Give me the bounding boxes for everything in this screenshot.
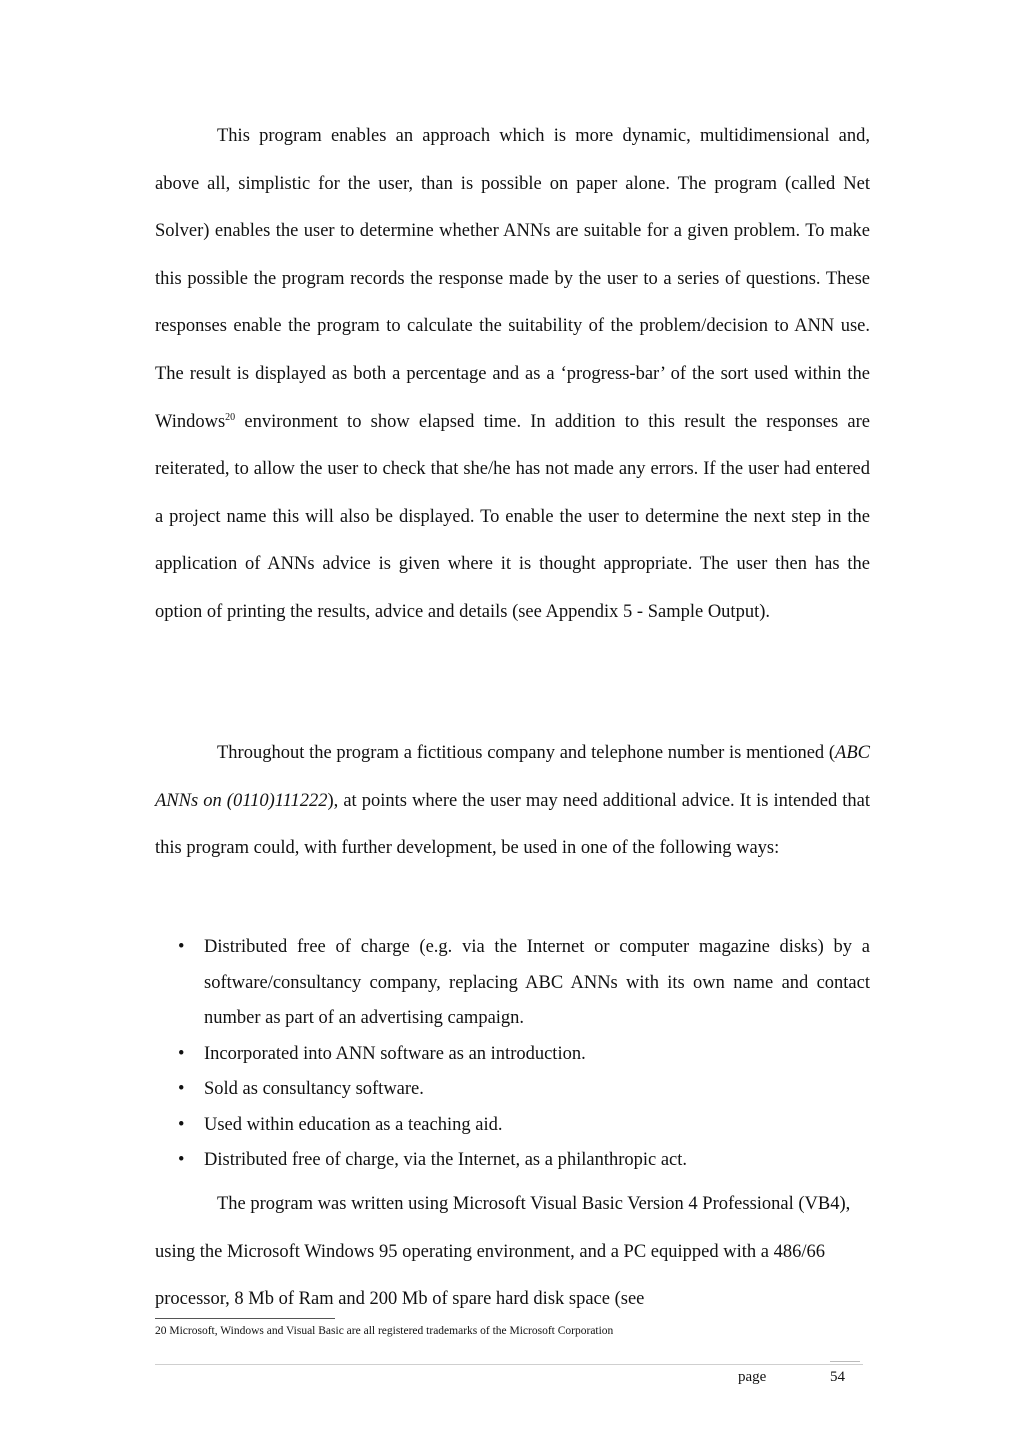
paragraph2-text-a: Throughout the program a fictitious company and telephone number is mentioned ( — [217, 743, 836, 763]
paragraph2-italic-company: ABC ANNs on (0110)111222 — [155, 743, 870, 811]
footer-number-divider — [830, 1361, 860, 1362]
list-item — [155, 1037, 870, 1073]
list-item — [155, 1143, 870, 1179]
paragraph-net-solver-description — [155, 113, 870, 637]
usage-bullet-list — [155, 930, 870, 1179]
bullet-icon: • — [178, 1150, 185, 1170]
list-item-text: Used within education as a teaching aid. — [204, 1114, 503, 1135]
bullet-icon: • — [178, 1043, 185, 1064]
paragraph1-text-b: environment to show elapsed time. In addition to this result the responses are reiterated, to allow the user to check that she/he has not made any errors. If the user had entered a project name this will also be displayed. To enable the user to determine the next step in the application of ANNs advice is given where it is thought appropriate. The user then has the option of printing the results, advice and details (see Appendix 5 - Sample Output). — [155, 411, 870, 622]
paragraph1-text-a: This program enables an approach which is more dynamic, multidimensional and, above all, simplistic for the user, than is possible on paper alone. The program (called Net Solver) enables the user to determine whether ANNs are suitable for a given problem. To make this possible the program records the response made by the user to a series of questions. These responses enable the program to calculate the suitability of the problem/decision to ANN use. The result is displayed as both a percentage and as a ‘progress-bar’ of the sort used within the Windows — [155, 126, 870, 432]
bullet-icon: • — [178, 937, 185, 957]
bullet-icon: • — [178, 1114, 185, 1135]
list-item-text: Sold as consultancy software. — [204, 1079, 424, 1099]
paragraph-development-environment: The program was written using Microsoft Visual Basic Version 4 Professional (VB4), using the Microsoft Windows 95 operating environment, and a PC equipped with a 486/66 processor, 8 Mb of Ram and 200 Mb of spare hard disk space (see — [155, 1194, 851, 1310]
list-item — [155, 1072, 870, 1108]
footnote-divider — [155, 1318, 335, 1319]
page-label: page — [738, 1369, 767, 1385]
footnote-text: 20 Microsoft, Windows and Visual Basic are all registered trademarks of the Microsoft Corporation — [155, 1325, 614, 1337]
list-item — [155, 1108, 870, 1144]
paragraph2-text-b: ), at points where the user may need additional advice. It is intended that this program could, with further development, be used in one of the following ways: — [155, 790, 870, 859]
footnote-reference: 20 — [225, 411, 236, 423]
page-number: 54 — [830, 1369, 845, 1385]
list-item-text: Distributed free of charge, via the Internet, as a philanthropic act. — [204, 1150, 688, 1170]
list-item-text: Incorporated into ANN software as an introduction. — [204, 1043, 586, 1064]
list-item-text: Distributed free of charge (e.g. via the Internet or computer magazine disks) by a software/consultancy company, replacing ABC ANNs with its own name and contact number as part of an advertising campaign. — [204, 937, 870, 1028]
footer-divider — [155, 1364, 863, 1365]
list-item — [155, 930, 870, 1037]
paragraph-fictitious-company — [155, 730, 870, 873]
bullet-icon: • — [178, 1079, 185, 1099]
